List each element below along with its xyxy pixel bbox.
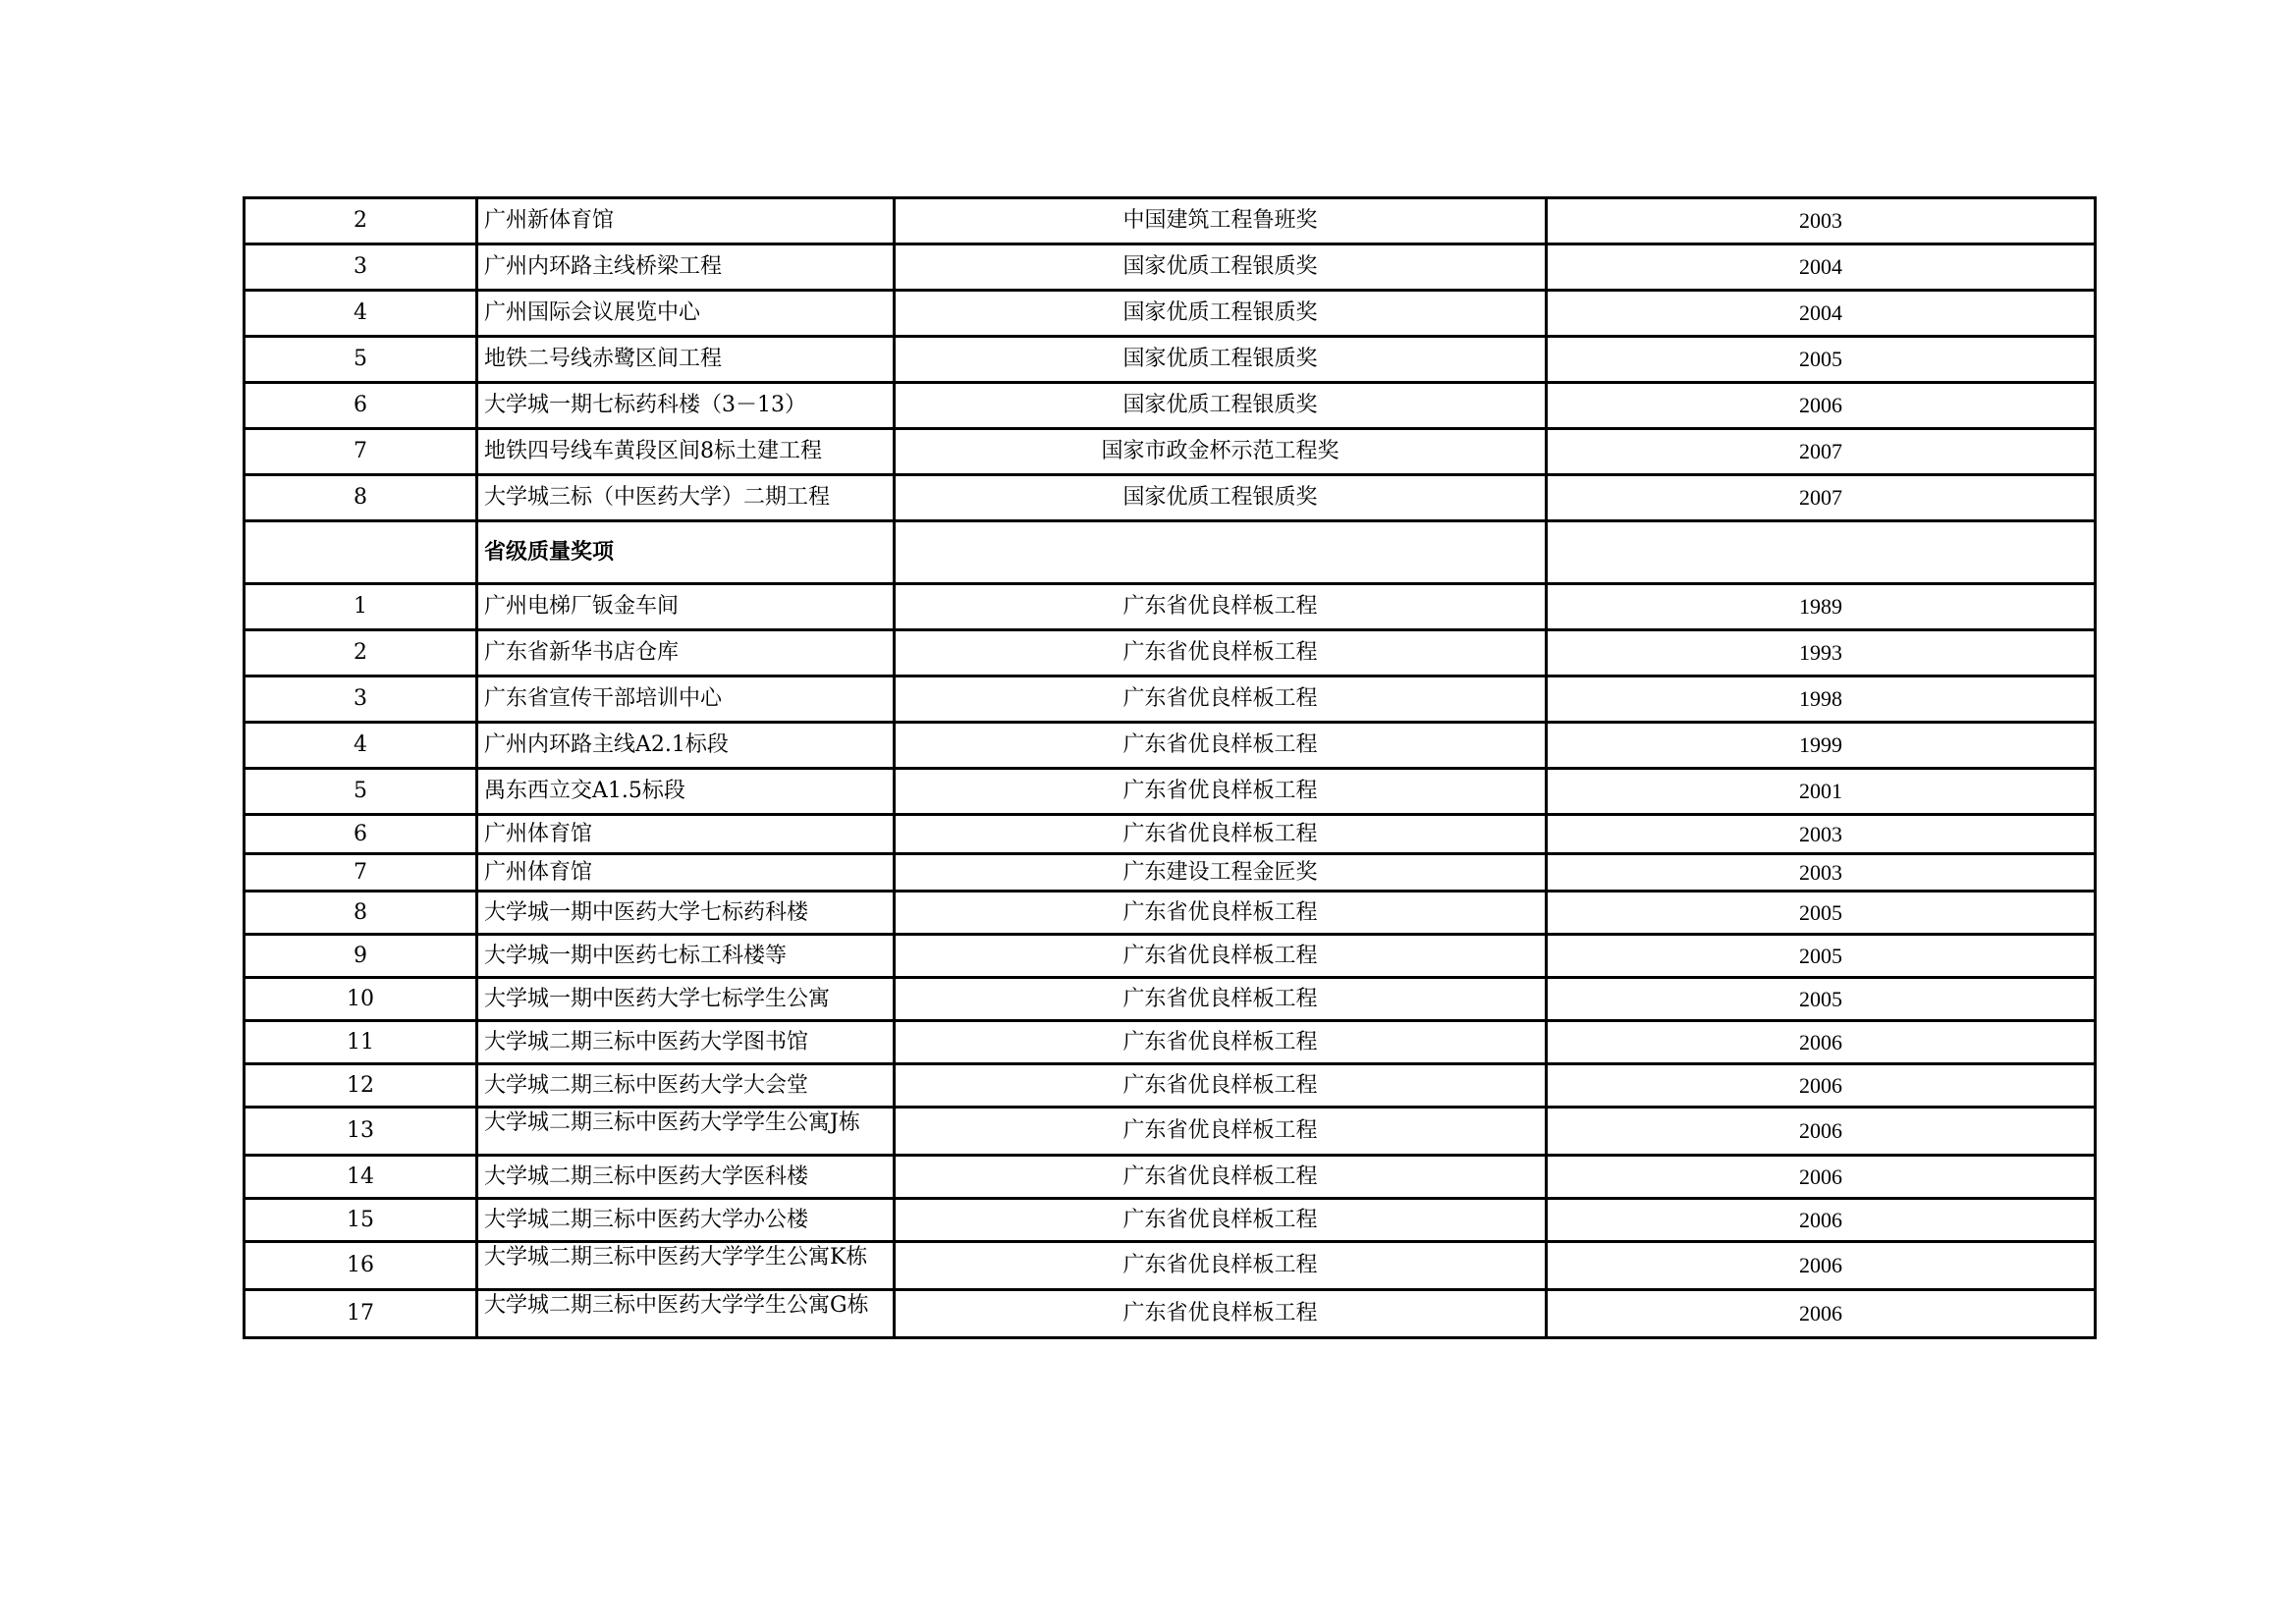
- table-row: [245, 676, 2096, 723]
- row-number: 1: [245, 584, 477, 630]
- award-name: 广东建设工程金匠奖: [895, 854, 1547, 892]
- row-number: 4: [245, 291, 477, 337]
- row-number: 3: [245, 676, 477, 723]
- award-name: [895, 521, 1547, 584]
- award-name: 广东省优良样板工程: [895, 1156, 1547, 1199]
- project-name: 广州内环路主线桥梁工程: [477, 244, 895, 291]
- award-year: 2003: [1547, 854, 2096, 892]
- award-name: 广东省优良样板工程: [895, 584, 1547, 630]
- award-year: 2005: [1547, 935, 2096, 978]
- award-name: 广东省优良样板工程: [895, 815, 1547, 854]
- table-row: [245, 244, 2096, 291]
- award-name: 国家优质工程银质奖: [895, 291, 1547, 337]
- award-year: 2006: [1547, 1021, 2096, 1064]
- table-row: [245, 1108, 2096, 1156]
- table-row: [245, 198, 2096, 244]
- project-name: 广州新体育馆: [477, 198, 895, 244]
- section-title: 省级质量奖项: [477, 521, 895, 584]
- row-number: 3: [245, 244, 477, 291]
- row-number: 17: [245, 1290, 477, 1338]
- award-year: 2005: [1547, 892, 2096, 935]
- award-name: 广东省优良样板工程: [895, 892, 1547, 935]
- table-row: [245, 769, 2096, 815]
- row-number: 10: [245, 978, 477, 1021]
- table-row: [245, 935, 2096, 978]
- award-year: 2006: [1547, 1199, 2096, 1242]
- award-year: 2004: [1547, 244, 2096, 291]
- award-name: 国家优质工程银质奖: [895, 244, 1547, 291]
- row-number: 14: [245, 1156, 477, 1199]
- award-year: 2006: [1547, 1156, 2096, 1199]
- table-row: [245, 1021, 2096, 1064]
- project-name: 大学城二期三标中医药大学医科楼: [477, 1156, 895, 1199]
- project-name: 大学城二期三标中医药大学办公楼: [477, 1199, 895, 1242]
- award-year: 2004: [1547, 291, 2096, 337]
- row-number: 5: [245, 769, 477, 815]
- award-year: 2003: [1547, 815, 2096, 854]
- award-year: 1998: [1547, 676, 2096, 723]
- project-name: 广州体育馆: [477, 815, 895, 854]
- award-year: 1989: [1547, 584, 2096, 630]
- project-name: 大学城二期三标中医药大学大会堂: [477, 1064, 895, 1108]
- award-name: 广东省优良样板工程: [895, 978, 1547, 1021]
- award-year: 2006: [1547, 1242, 2096, 1290]
- project-name: 地铁四号线车黄段区间8标土建工程: [477, 429, 895, 475]
- row-number: 2: [245, 630, 477, 676]
- table-row: [245, 584, 2096, 630]
- award-name: 广东省优良样板工程: [895, 935, 1547, 978]
- award-name: 广东省优良样板工程: [895, 1021, 1547, 1064]
- table-row: [245, 723, 2096, 769]
- row-number: 6: [245, 815, 477, 854]
- table-row: [245, 291, 2096, 337]
- award-year: 2005: [1547, 337, 2096, 383]
- row-number: 8: [245, 892, 477, 935]
- row-number: 8: [245, 475, 477, 521]
- award-name: 广东省优良样板工程: [895, 630, 1547, 676]
- row-number: 7: [245, 429, 477, 475]
- award-name: 国家优质工程银质奖: [895, 383, 1547, 429]
- award-name: 广东省优良样板工程: [895, 676, 1547, 723]
- project-name: 大学城一期中医药大学七标学生公寓: [477, 978, 895, 1021]
- award-name: 广东省优良样板工程: [895, 1108, 1547, 1156]
- project-name: 禺东西立交A1.5标段: [477, 769, 895, 815]
- award-name: 广东省优良样板工程: [895, 1064, 1547, 1108]
- table-row: [245, 1064, 2096, 1108]
- award-year: 2001: [1547, 769, 2096, 815]
- project-name: 广东省宣传干部培训中心: [477, 676, 895, 723]
- project-name: 广州电梯厂钣金车间: [477, 584, 895, 630]
- table-row: [245, 854, 2096, 892]
- project-name-text: 大学城二期三标中医药大学学生公寓J栋: [484, 1110, 860, 1135]
- project-name: [477, 1108, 895, 1156]
- award-name: 广东省优良样板工程: [895, 723, 1547, 769]
- award-name: 广东省优良样板工程: [895, 1199, 1547, 1242]
- table-row: [245, 1290, 2096, 1338]
- table-row: [245, 337, 2096, 383]
- award-year: 2007: [1547, 475, 2096, 521]
- row-number: 13: [245, 1108, 477, 1156]
- row-number: [245, 521, 477, 584]
- row-number: 2: [245, 198, 477, 244]
- row-number: 12: [245, 1064, 477, 1108]
- award-name: 广东省优良样板工程: [895, 1242, 1547, 1290]
- project-name: 广东省新华书店仓库: [477, 630, 895, 676]
- project-name-text: 大学城二期三标中医药大学学生公寓K栋: [484, 1245, 868, 1270]
- award-year: 1993: [1547, 630, 2096, 676]
- row-number: 6: [245, 383, 477, 429]
- awards-table: [243, 196, 2097, 1339]
- table-row: [245, 383, 2096, 429]
- award-name: 国家优质工程银质奖: [895, 337, 1547, 383]
- award-name: 广东省优良样板工程: [895, 769, 1547, 815]
- project-name: 地铁二号线赤鹭区间工程: [477, 337, 895, 383]
- project-name: 广州内环路主线A2.1标段: [477, 723, 895, 769]
- award-year: 2006: [1547, 1290, 2096, 1338]
- table-row: [245, 815, 2096, 854]
- row-number: 11: [245, 1021, 477, 1064]
- row-number: 7: [245, 854, 477, 892]
- row-number: 5: [245, 337, 477, 383]
- project-name: 广州体育馆: [477, 854, 895, 892]
- row-number: 9: [245, 935, 477, 978]
- award-name: 中国建筑工程鲁班奖: [895, 198, 1547, 244]
- section-header-row: [245, 521, 2096, 584]
- award-year: 2006: [1547, 383, 2096, 429]
- award-year: 2006: [1547, 1108, 2096, 1156]
- row-number: 16: [245, 1242, 477, 1290]
- award-year: 1999: [1547, 723, 2096, 769]
- award-year: 2003: [1547, 198, 2096, 244]
- table-row: [245, 475, 2096, 521]
- project-name-text: 大学城二期三标中医药大学学生公寓G栋: [484, 1293, 869, 1318]
- project-name: 大学城一期中医药大学七标药科楼: [477, 892, 895, 935]
- award-year: 2006: [1547, 1064, 2096, 1108]
- table-row: [245, 1199, 2096, 1242]
- row-number: 4: [245, 723, 477, 769]
- row-number: 15: [245, 1199, 477, 1242]
- award-name: 国家优质工程银质奖: [895, 475, 1547, 521]
- table-row: [245, 630, 2096, 676]
- project-name: 广州国际会议展览中心: [477, 291, 895, 337]
- award-name: 广东省优良样板工程: [895, 1290, 1547, 1338]
- project-name: 大学城一期中医药七标工科楼等: [477, 935, 895, 978]
- award-year: 2007: [1547, 429, 2096, 475]
- project-name: 大学城一期七标药科楼（3－13）: [477, 383, 895, 429]
- table-row: [245, 978, 2096, 1021]
- project-name: [477, 1290, 895, 1338]
- project-name: 大学城三标（中医药大学）二期工程: [477, 475, 895, 521]
- award-year: 2005: [1547, 978, 2096, 1021]
- project-name: 大学城二期三标中医药大学图书馆: [477, 1021, 895, 1064]
- table-row: [245, 892, 2096, 935]
- project-name: [477, 1242, 895, 1290]
- table-row: [245, 1242, 2096, 1290]
- table-row: [245, 429, 2096, 475]
- table-row: [245, 1156, 2096, 1199]
- award-year: [1547, 521, 2096, 584]
- award-name: 国家市政金杯示范工程奖: [895, 429, 1547, 475]
